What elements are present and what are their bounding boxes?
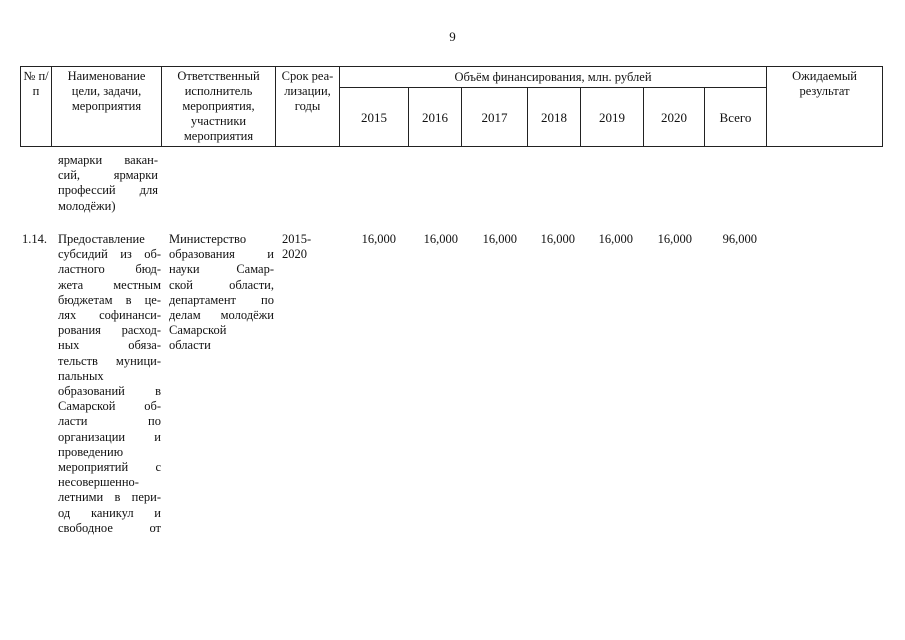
header-year: 2015 [340,88,409,147]
text-line: рования расход- [58,323,161,338]
text-line: несовершенно- [58,475,139,490]
text-line: образований в [58,384,161,399]
header-term: Срок реа-лизации, годы [276,67,340,147]
text-line: проведению [58,444,124,459]
text-line: сий, ярмарки [58,168,158,183]
header-number: № п/п [21,67,52,147]
text-line: организации и [58,429,161,444]
text-line: пальных [58,368,104,383]
value-2016: 16,000 [423,232,458,246]
text-line: ластного бюд- [58,262,161,277]
text-line: образования и [169,247,274,262]
value-2018: 16,000 [540,232,575,246]
text-line: 2015- [282,232,312,246]
text-line: свободное от [58,520,161,535]
value-total: 96,000 [722,232,757,246]
value-2017: 16,000 [482,232,517,246]
text-line: од каникул и [58,505,161,520]
header-name: Наименование цели, задачи, мероприятия [52,67,162,147]
text-line: Самарской [169,323,227,338]
header-year: 2018 [528,88,581,147]
header-result: Ожидаемый результат [767,67,883,147]
value-2020: 16,000 [657,232,692,246]
table-header [20,66,883,147]
header-year: 2019 [581,88,644,147]
header-year: 2020 [644,88,705,147]
text-line: тельств муници- [58,353,161,368]
row-name [58,232,161,536]
value-2015: 16,000 [361,232,396,246]
header-executor: Ответственный исполнитель мероприятия, участники мероприятия [162,67,276,147]
header-year: 2017 [462,88,528,147]
text-line: департамент по [169,292,274,307]
text-line: области [169,338,211,353]
text-line: ласти по [58,414,161,429]
text-line: 2020 [282,247,307,262]
text-line: летними в пери- [58,490,161,505]
row-term [282,232,322,262]
text-line: ской области, [169,277,274,292]
continuation-text [58,153,158,214]
text-line: Самарской об- [58,399,161,414]
row-executor [169,232,274,354]
text-line: Министерство [169,232,247,246]
text-line: ных обяза- [58,338,161,353]
header-total: Всего [705,88,767,147]
value-2019: 16,000 [598,232,633,246]
row-number: 1.14. [22,232,47,246]
text-line: молодёжи) [58,198,116,213]
text-line: профессий для [58,183,158,198]
header-year: 2016 [409,88,462,147]
header-financing: Объём финансирования, млн. рублей [340,67,767,88]
text-line: ярмарки вакан- [58,153,158,167]
text-line: жета местным [58,277,161,292]
text-line: науки Самар- [169,262,274,277]
text-line: лях софинанси- [58,308,161,323]
text-line: субсидий из об- [58,247,161,262]
text-line: Предоставление [58,232,145,246]
text-line: бюджетам в це- [58,292,161,307]
page-number: 9 [449,29,456,44]
text-line: мероприятий с [58,460,161,475]
text-line: делам молодёжи [169,308,274,323]
